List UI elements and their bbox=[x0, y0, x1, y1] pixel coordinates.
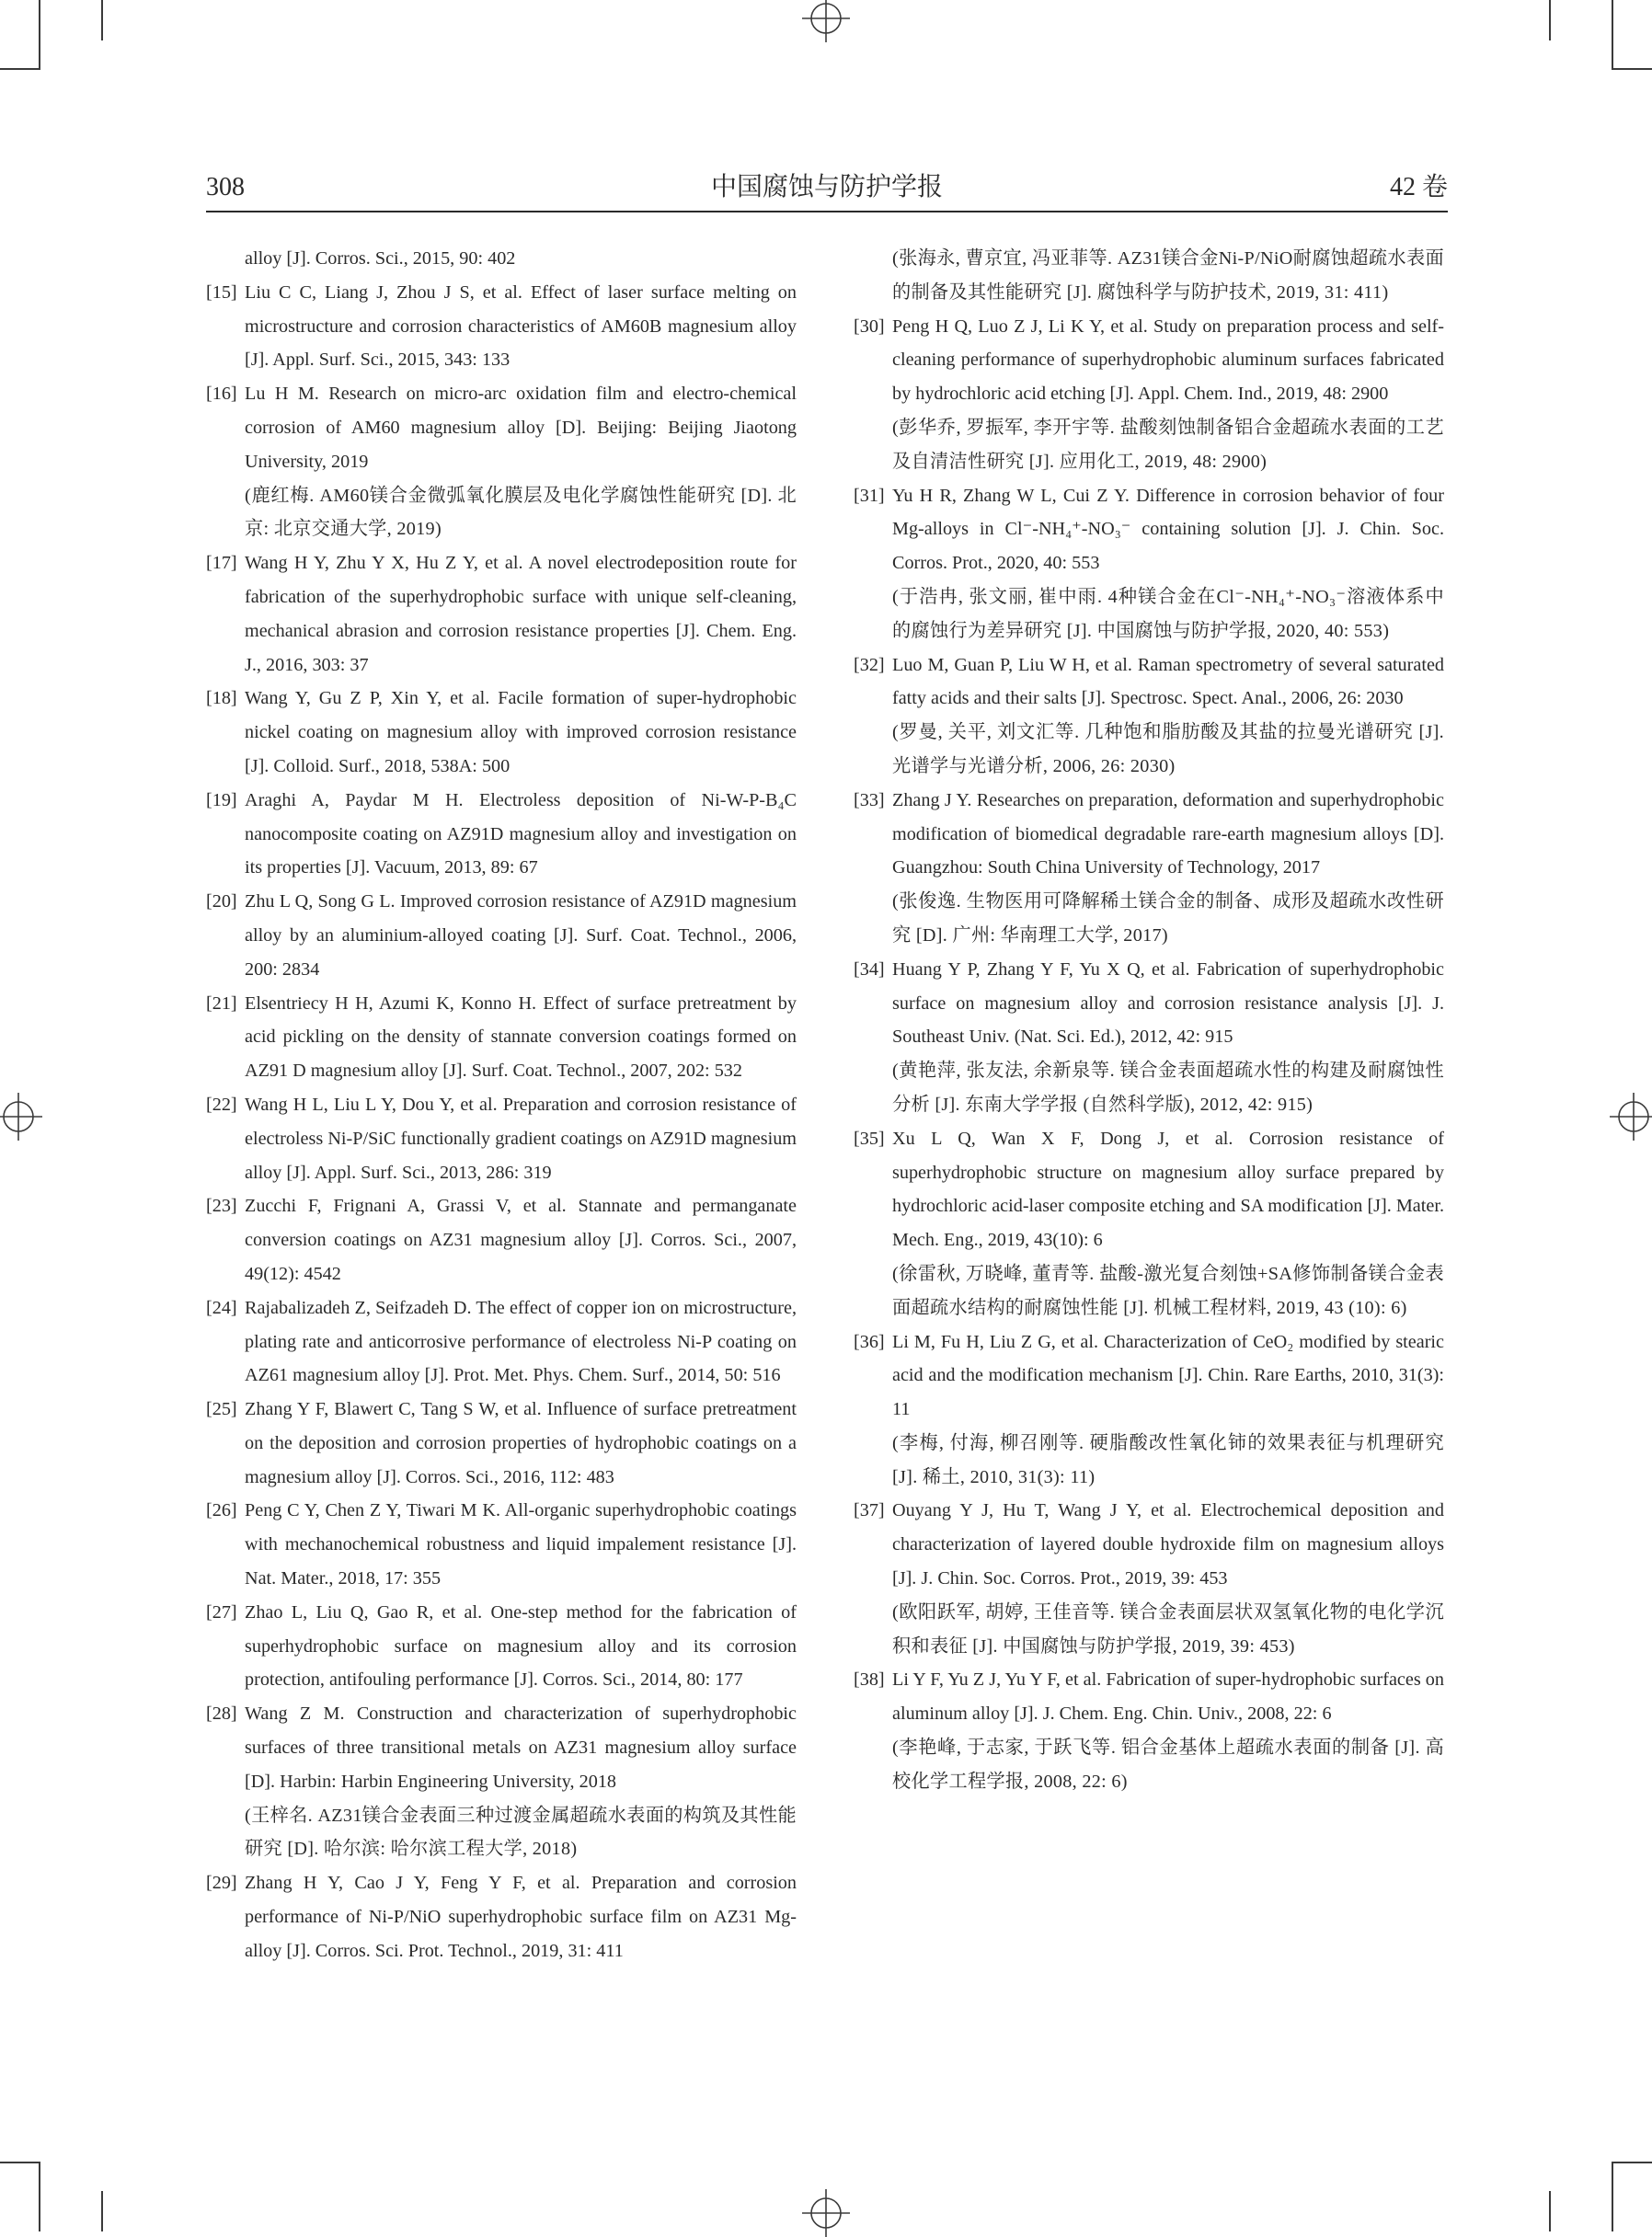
reference-translation: (罗曼, 关平, 刘文汇等. 几种饱和脂肪酸及其盐的拉曼光谱研究 [J]. 光谱学与光谱分析, 2006, 26: 2030) bbox=[892, 722, 1444, 776]
registration-mark-icon bbox=[802, 2189, 850, 2237]
reference-text: Luo M, Guan P, Liu W H, et al. Raman spectrometry of several saturated fatty acids and their salts [J]. Spectrosc. Spect. Anal., 2006, 26: 2030 bbox=[892, 654, 1444, 709]
reference-translation: (王梓名. AZ31镁合金表面三种过渡金属超疏水表面的构筑及其性能研究 [D]. 哈尔滨: 哈尔滨工程大学, 2018) bbox=[245, 1805, 797, 1860]
reference-item bbox=[206, 377, 797, 546]
reference-number: [24] bbox=[206, 1297, 237, 1318]
reference-text: Ouyang Y J, Hu T, Wang J Y, et al. Electrochemical deposition and characterization of layered double hydroxide film on magnesium alloys [J]. J. Chin. Soc. Corros. Prot., 2019, 39: 453 bbox=[892, 1500, 1444, 1589]
reference-item bbox=[854, 1325, 1444, 1495]
reference-text: Wang H Y, Zhu Y X, Hu Z Y, et al. A novel electrodeposition route for fabrication of the superhydrophobic surface with unique self-cleaning, mechanical abrasion and corrosion resistance properties [J]. Chem. Eng. J., 2016, 303: 37 bbox=[245, 553, 797, 675]
reference-number: [29] bbox=[206, 1873, 237, 1894]
reference-translation: (张海永, 曹京宜, 冯亚菲等. AZ31镁合金Ni-P/NiO耐腐蚀超疏水表面的制备及其性能研究 [J]. 腐蚀科学与防护技术, 2019, 31: 411) bbox=[892, 248, 1444, 303]
reference-translation: (张俊逸. 生物医用可降解稀土镁合金的制备、成形及超疏水改性研究 [D]. 广州: 华南理工大学, 2017) bbox=[892, 891, 1444, 946]
reference-text: Zhang Y F, Blawert C, Tang S W, et al. Influence of surface pretreatment on the deposition and corrosion properties of hydrophobic coatings on a magnesium alloy [J]. Corros. Sci., 2016, 112: 483 bbox=[245, 1399, 797, 1487]
registration-mark-icon bbox=[1610, 1093, 1652, 1141]
reference-text: Zhao L, Liu Q, Gao R, et al. One-step method for the fabrication of superhydrophobic surface on magnesium alloy and its corrosion protection, antifouling performance [J]. Corros. Sci., 2014, 80: 177 bbox=[245, 1601, 797, 1691]
reference-text: alloy [J]. Corros. Sci., 2015, 90: 402 bbox=[245, 248, 516, 269]
reference-item bbox=[206, 1291, 797, 1393]
reference-item bbox=[206, 276, 797, 377]
reference-text: Rajabalizadeh Z, Seifzadeh D. The effect of copper ion on microstructure, plating rate and anticorrosive performance of electroless Ni-P coating on AZ61 magnesium alloy [J]. Prot. Met. Phys. Chem. Surf., 2014, 50: 516 bbox=[245, 1297, 797, 1386]
reference-number: [21] bbox=[206, 992, 237, 1014]
reference-item bbox=[206, 784, 797, 885]
reference-item bbox=[854, 648, 1444, 784]
reference-translation: (黄艳萍, 张友法, 余新泉等. 镁合金表面超疏水性的构建及耐腐蚀性分析 [J]. 东南大学学报 (自然科学版), 2012, 42: 915) bbox=[892, 1061, 1444, 1115]
reference-text: Wang Y, Gu Z P, Xin Y, et al. Facile formation of super-hydrophobic nickel coating on magnesium alloy with improved corrosion resistance [J]. Colloid. Surf., 2018, 538A: 500 bbox=[245, 688, 797, 776]
reference-number: [36] bbox=[854, 1331, 885, 1352]
reference-item bbox=[854, 953, 1444, 1122]
reference-number: [32] bbox=[854, 654, 885, 675]
reference-item bbox=[206, 1393, 797, 1494]
reference-item bbox=[854, 1122, 1444, 1325]
running-header bbox=[206, 171, 1448, 208]
reference-number: [26] bbox=[206, 1500, 237, 1521]
reference-number: [35] bbox=[854, 1128, 885, 1149]
page-number: 308 bbox=[206, 173, 245, 201]
reference-text: Wang Z M. Construction and characterization of superhydrophobic surfaces of three transitional metals on AZ31 magnesium alloy surface [D]. Harbin: Harbin Engineering University, 2018 bbox=[245, 1704, 797, 1792]
reference-text: Li M, Fu H, Liu Z G, et al. Characterization of CeO₂ modified by stearic acid and the modification mechanism [J]. Chin. Rare Earths, 2010, 31(3): 11 bbox=[892, 1331, 1444, 1420]
reference-item bbox=[206, 242, 797, 276]
reference-number: [19] bbox=[206, 789, 237, 810]
registration-mark-icon bbox=[0, 1093, 42, 1141]
reference-item bbox=[854, 1663, 1444, 1798]
reference-number: [23] bbox=[206, 1196, 237, 1217]
reference-item bbox=[206, 1697, 797, 1866]
volume-label: 42 卷 bbox=[1389, 173, 1448, 201]
reference-item bbox=[206, 682, 797, 783]
reference-text: Zucchi F, Frignani A, Grassi V, et al. Stannate and permanganate conversion coatings on AZ31 magnesium alloy [J]. Corros. Sci., 2007, 49(12): 4542 bbox=[245, 1196, 797, 1284]
reference-text: Liu C C, Liang J, Zhou J S, et al. Effect of laser surface melting on microstructure and corrosion characteristics of AM60B magnesium alloy [J]. Appl. Surf. Sci., 2015, 343: 133 bbox=[245, 281, 797, 371]
reference-text: Xu L Q, Wan X F, Dong J, et al. Corrosion resistance of superhydrophobic structure on magnesium alloy surface prepared by hydrochloric acid-laser composite etching and SA modification [J]. Mater. Mech. Eng., 2019, 43(10): 6 bbox=[892, 1128, 1444, 1251]
reference-number: [22] bbox=[206, 1094, 237, 1115]
reference-item bbox=[206, 1596, 797, 1697]
reference-column-right bbox=[854, 242, 1444, 1799]
reference-item bbox=[206, 1494, 797, 1595]
reference-text: Zhu L Q, Song G L. Improved corrosion resistance of AZ91D magnesium alloy by an aluminium-alloyed coating [J]. Surf. Coat. Technol., 2006, 200: 2834 bbox=[245, 891, 797, 980]
reference-translation: (徐雷秋, 万晓峰, 董青等. 盐酸-激光复合刻蚀+SA修饰制备镁合金表面超疏水结构的耐腐蚀性能 [J]. 机械工程材料, 2019, 43 (10): 6) bbox=[892, 1263, 1444, 1318]
reference-text: Zhang J Y. Researches on preparation, deformation and superhydrophobic modification of biomedical degradable rare-earth magnesium alloys [D]. Guangzhou: South China University of Technology, 2017 bbox=[892, 789, 1444, 878]
reference-translation: (于浩冉, 张文丽, 崔中雨. 4种镁合金在Cl⁻-NH₄⁺-NO₃⁻溶液体系中的腐蚀行为差异研究 [J]. 中国腐蚀与防护学报, 2020, 40: 553) bbox=[892, 586, 1444, 641]
reference-number: [28] bbox=[206, 1704, 237, 1725]
reference-text: Peng H Q, Luo Z J, Li K Y, et al. Study on preparation process and self-cleaning performance of superhydrophobic aluminum surfaces fabricated by hydrochloric acid etching [J]. Appl. Chem. Ind., 2019, 48: 2900 bbox=[892, 315, 1444, 405]
reference-item bbox=[206, 1866, 797, 1967]
reference-translation: (鹿红梅. AM60镁合金微弧氧化膜层及电化学腐蚀性能研究 [D]. 北京: 北京交通大学, 2019) bbox=[245, 485, 797, 540]
reference-text: Yu H R, Zhang W L, Cui Z Y. Difference in corrosion behavior of four Mg-alloys in Cl⁻-NH₄⁺-NO₃⁻ containing solution [J]. J. Chin. Soc. Corros. Prot., 2020, 40: 553 bbox=[892, 485, 1444, 574]
reference-item bbox=[854, 310, 1444, 479]
reference-text: Araghi A, Paydar M H. Electroless deposition of Ni-W-P-B₄C nanocomposite coating on AZ91D magnesium alloy and investigation on its properties [J]. Vacuum, 2013, 89: 67 bbox=[245, 789, 797, 878]
reference-text: Peng C Y, Chen Z Y, Tiwari M K. All-organic superhydrophobic coatings with mechanochemical robustness and liquid impalement resistance [J]. Nat. Mater., 2018, 17: 355 bbox=[245, 1500, 797, 1589]
reference-text: Li Y F, Yu Z J, Yu Y F, et al. Fabrication of super-hydrophobic surfaces on aluminum alloy [J]. J. Chem. Eng. Chin. Univ., 2008, 22: 6 bbox=[892, 1669, 1444, 1725]
journal-title: 中国腐蚀与防护学报 bbox=[710, 173, 943, 201]
reference-text: Elsentriecy H H, Azumi K, Konno H. Effect of surface pretreatment by acid pickling on the density of stannate conversion coatings formed on AZ91 D magnesium alloy [J]. Surf. Coat. Technol., 2007, 202: 532 bbox=[245, 992, 797, 1082]
reference-item bbox=[854, 242, 1444, 310]
reference-translation: (彭华乔, 罗振军, 李开宇等. 盐酸刻蚀制备铝合金超疏水表面的工艺及自清洁性研究 [J]. 应用化工, 2019, 48: 2900) bbox=[892, 417, 1444, 472]
reference-number: [33] bbox=[854, 789, 885, 810]
reference-number: [25] bbox=[206, 1399, 237, 1420]
reference-translation: (欧阳跃军, 胡婷, 王佳音等. 镁合金表面层状双氢氧化物的电化学沉积和表征 [J]. 中国腐蚀与防护学报, 2019, 39: 453) bbox=[892, 1601, 1444, 1657]
reference-text: Wang H L, Liu L Y, Dou Y, et al. Preparation and corrosion resistance of electroless Ni-P/SiC functionally gradient coatings on AZ91D magnesium alloy [J]. Appl. Surf. Sci., 2013, 286: 319 bbox=[245, 1094, 797, 1183]
reference-number: [15] bbox=[206, 281, 237, 303]
reference-translation: (李艳峰, 于志家, 于跃飞等. 铝合金基体上超疏水表面的制备 [J]. 高校化学工程学报, 2008, 22: 6) bbox=[892, 1738, 1444, 1792]
reference-item bbox=[206, 1189, 797, 1291]
reference-number: [38] bbox=[854, 1669, 885, 1691]
reference-item bbox=[854, 479, 1444, 648]
registration-mark-icon bbox=[802, 0, 850, 42]
reference-number: [16] bbox=[206, 384, 237, 405]
reference-item bbox=[854, 784, 1444, 953]
reference-item bbox=[206, 546, 797, 682]
reference-number: [27] bbox=[206, 1601, 237, 1623]
reference-text: Huang Y P, Zhang Y F, Yu X Q, et al. Fabrication of superhydrophobic surface on magnesium alloy and corrosion resistance analysis [J]. J. Southeast Univ. (Nat. Sci. Ed.), 2012, 42: 915 bbox=[892, 958, 1444, 1048]
reference-number: [18] bbox=[206, 688, 237, 709]
reference-item bbox=[206, 987, 797, 1088]
reference-text: Zhang H Y, Cao J Y, Feng Y F, et al. Preparation and corrosion performance of Ni-P/NiO superhydrophobic surface film on AZ31 Mg-alloy [J]. Corros. Sci. Prot. Technol., 2019, 31: 411 bbox=[245, 1873, 797, 1961]
reference-item bbox=[206, 1088, 797, 1189]
header-rule bbox=[206, 211, 1448, 212]
reference-number: [31] bbox=[854, 485, 885, 506]
reference-number: [20] bbox=[206, 891, 237, 912]
reference-number: [37] bbox=[854, 1500, 885, 1521]
reference-item bbox=[854, 1494, 1444, 1663]
reference-column-left bbox=[206, 242, 797, 1968]
reference-number: [30] bbox=[854, 315, 885, 337]
reference-number: [34] bbox=[854, 958, 885, 980]
reference-number: [17] bbox=[206, 553, 237, 574]
reference-translation: (李梅, 付海, 柳召刚等. 硬脂酸改性氧化铈的效果表征与机理研究 [J]. 稀土, 2010, 31(3): 11) bbox=[892, 1432, 1444, 1487]
reference-text: Lu H M. Research on micro-arc oxidation film and electro-chemical corrosion of AM60 magnesium alloy [D]. Beijing: Beijing Jiaotong University, 2019 bbox=[245, 384, 797, 472]
reference-item bbox=[206, 885, 797, 986]
